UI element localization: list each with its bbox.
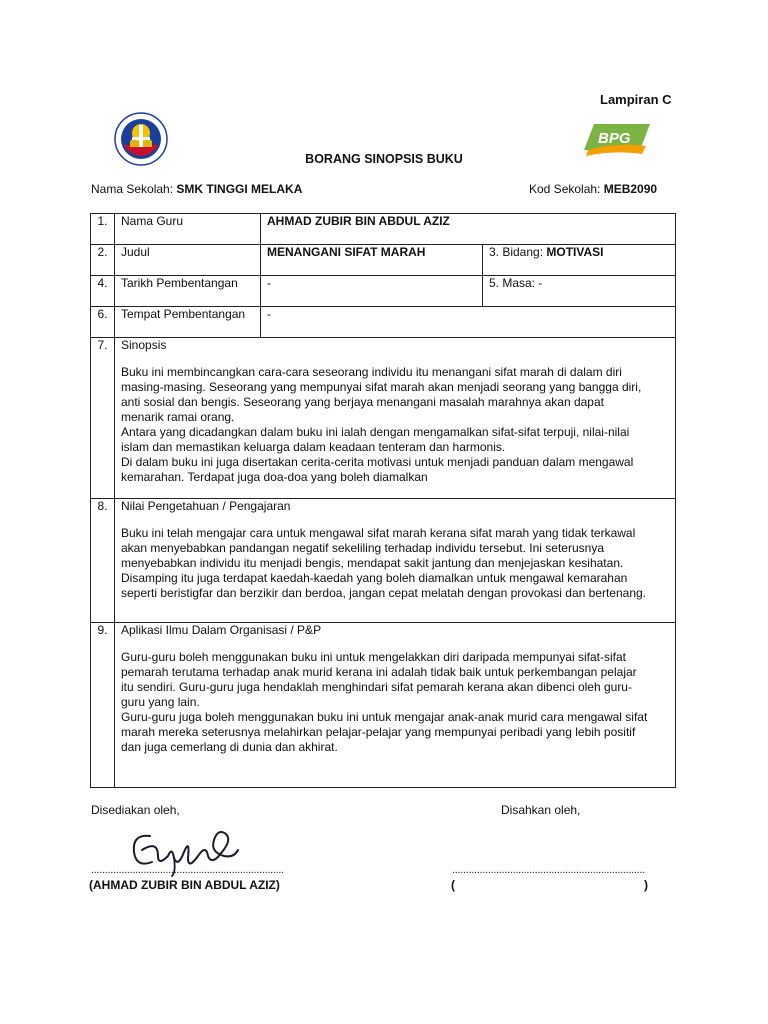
approver-name-brackets [451,878,648,892]
values-line: Disamping itu juga terdapat kaedah-kaedah yang boleh diamalkan untuk mengawal kemarahan [121,571,628,585]
synopsis-form-table [90,213,676,788]
school-name [91,182,302,196]
preparer-signature-line: ...................................................................... [91,864,284,876]
row-number: 4. [91,276,115,307]
row-title [91,245,676,276]
book-title-value: MENANGANI SIFAT MARAH [261,245,483,276]
approved-by-label: Disahkan oleh, [501,803,581,817]
field-label: Judul [115,245,261,276]
field-label: Tarikh Pembentangan [115,276,261,307]
presentation-place-value: - [261,307,676,338]
synopsis-line: kemarahan. Terdapat juga doa-doa yang boleh diamalkan [121,470,428,484]
category-label: 3. Bidang: [489,245,547,259]
row-number: 2. [91,245,115,276]
approver-paren-close: ) [644,878,648,892]
row-number: 9. [91,623,115,788]
values-line: Buku ini telah mengajar cara untuk mengawal sifat marah kerana sifat marah yang tidak terkawal [121,526,636,540]
bpg-logo-text: BPG [598,130,631,147]
teacher-name-value: AHMAD ZUBIR BIN ABDUL AZIZ [261,214,676,245]
presentation-time: 5. Masa: - [483,276,676,307]
values-line: menyebabkan individu itu menjadi bengis, mendapat sakit jantung dan menjejaskan kesihatan. [121,556,624,570]
row-number: 8. [91,499,115,623]
values-cell [115,499,676,623]
application-cell [115,623,676,788]
school-name-value: SMK TINGGI MELAKA [176,182,303,196]
form-title: BORANG SINOPSIS BUKU [305,152,463,166]
synopsis-text [121,365,669,485]
application-line: Guru-guru boleh menggunakan buku ini untuk mengelakkan diri daripada mempunyai sifat-sifat [121,650,626,664]
synopsis-label: Sinopsis [121,338,167,352]
field-label: Tempat Pembentangan [115,307,261,338]
values-line: akan menyebabkan pandangan negatif sekeliling terhadap individu tersebut. Ini seterusnya [121,541,604,555]
approver-paren-open: ( [451,878,455,892]
values-label: Nilai Pengetahuan / Pengajaran [121,499,291,513]
row-application [91,623,676,788]
values-text [121,526,669,601]
application-line: Guru-guru juga boleh menggunakan buku ini untuk mengajar anak-anak murid cara mengawal sifat [121,710,648,724]
school-code-value: MEB2090 [603,182,658,196]
approver-signature-line: ...................................................................... [452,864,645,876]
prepared-by-label: Disediakan oleh, [91,803,180,817]
school-code [529,182,657,196]
synopsis-line: Buku ini membincangkan cara-cara seseorang individu itu menangani sifat marah di dalam diri [121,365,622,379]
application-line: dan juga cemerlang di dunia dan akhirat. [121,740,338,754]
values-line: seperti beristigfar dan berzikir dan berdoa, jangan cepat melatah dengan provokasi dan bertenang. [121,586,647,600]
application-line: marah mereka seterusnya melahirkan pelajar-pelajar yang mempunyai peribadi yang lebih positif [121,725,636,739]
lampiran-label: Lampiran C [600,92,672,107]
application-line: itu sendiri. Guru-guru juga hendaklah menghindari sifat pemarah kerana akan dibenci oleh guru- [121,680,632,694]
row-synopsis [91,338,676,499]
school-name-label: Nama Sekolah: [91,182,177,196]
preparer-name: (AHMAD ZUBIR BIN ABDUL AZIZ) [89,878,280,892]
row-presentation-place [91,307,676,338]
row-number: 6. [91,307,115,338]
presentation-date-value: - [261,276,483,307]
row-presentation-date [91,276,676,307]
category-value: MOTIVASI [546,245,604,259]
row-teacher-name [91,214,676,245]
synopsis-line: anti sosial dan bengis. Seseorang yang berjaya menangani masalah marahnya akan dapat [121,395,604,409]
application-text [121,650,669,755]
synopsis-cell [115,338,676,499]
field-label: Nama Guru [115,214,261,245]
synopsis-line: menarik ramai orang. [121,410,235,424]
row-values [91,499,676,623]
synopsis-line: Antara yang dicadangkan dalam buku ini ialah dengan mengamalkan sifat-sifat terpuji, nilai-nilai [121,425,630,439]
school-code-label: Kod Sekolah: [529,182,604,196]
field-category [483,245,676,276]
row-number: 7. [91,338,115,499]
synopsis-line: islam dan memastikan keluarga dalam keadaan tenteram dan harmonis. [121,440,506,454]
application-line: guru yang lain. [121,695,200,709]
synopsis-line: masing-masing. Seseorang yang mempunyai sifat marah akan menjadi seorang yang bangga diri, [121,380,642,394]
row-number: 1. [91,214,115,245]
application-label: Aplikasi Ilmu Dalam Organisasi / P&P [121,623,322,637]
application-line: pemarah terutama terhadap anak murid kerana ini adalah tidak baik untuk perkembangan pelajar [121,665,637,679]
synopsis-line: Di dalam buku ini juga disertakan cerita-cerita motivasi untuk menjadi panduan dalam mengawal [121,455,634,469]
